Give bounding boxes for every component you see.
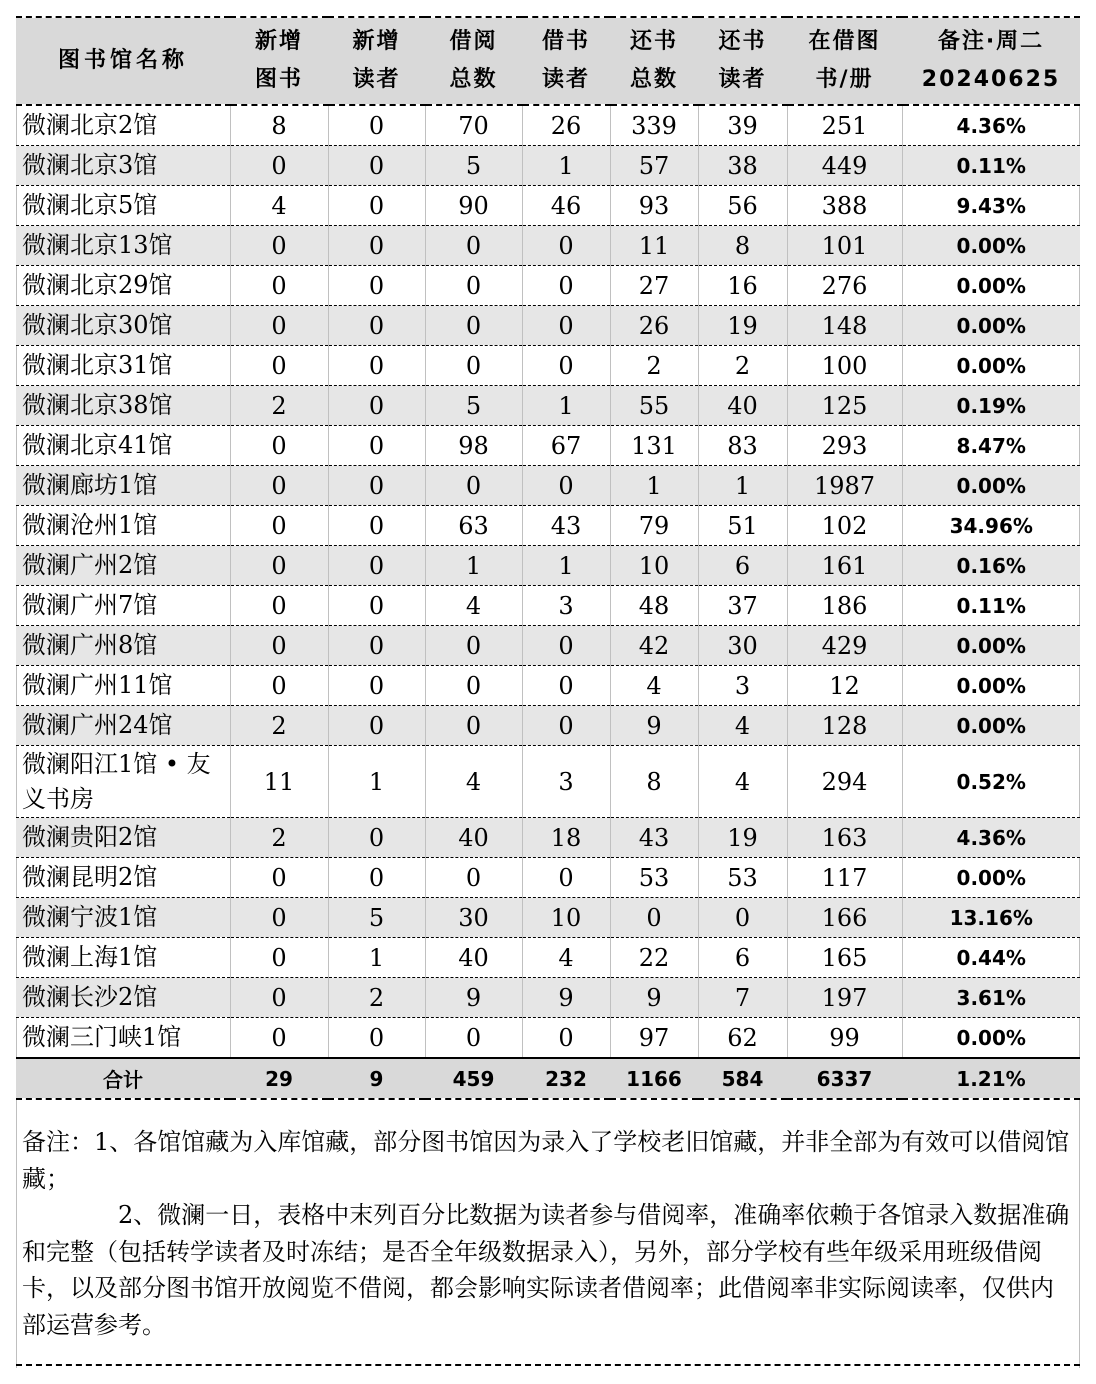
total-value-cell: 1.21% [902, 1058, 1080, 1099]
table-row [16, 746, 1080, 818]
value-cell: 83 [698, 426, 787, 466]
value-cell: 4 [425, 746, 522, 818]
value-cell: 51 [698, 506, 787, 546]
library-name-cell: 微澜宁波1馆 [16, 898, 230, 938]
value-cell: 22 [610, 938, 698, 978]
borrow-rate-cell: 4.36% [902, 105, 1080, 146]
value-cell: 2 [328, 978, 425, 1018]
value-cell: 26 [610, 306, 698, 346]
value-cell: 40 [425, 938, 522, 978]
value-cell: 0 [522, 466, 610, 506]
col-header-total-borrows: 借阅 总数 [425, 17, 522, 105]
value-cell: 0 [425, 666, 522, 706]
note-2: 2、微澜一日，表格中末列百分比数据为读者参与借阅率，准确率依赖于各馆录入数据准确和完整（包括转学读者及时冻结；是否全年级数据录入），另外，部分学校有些年级采用班级借阅卡，以及部分图书馆开放阅览不借阅，都会影响实际读者借阅率；此借阅率非实际阅读率，仅供内部运营参考。 [22, 1201, 1070, 1339]
value-cell: 0 [328, 818, 425, 858]
table-row [16, 346, 1080, 386]
total-value-cell: 1166 [610, 1058, 698, 1099]
total-value-cell: 459 [425, 1058, 522, 1099]
value-cell: 166 [787, 898, 902, 938]
value-cell: 9 [522, 978, 610, 1018]
value-cell: 0 [230, 586, 328, 626]
value-cell: 4 [230, 186, 328, 226]
value-cell: 186 [787, 586, 902, 626]
value-cell: 0 [328, 706, 425, 746]
value-cell: 67 [522, 426, 610, 466]
value-cell: 1 [522, 546, 610, 586]
borrow-rate-cell: 0.00% [902, 266, 1080, 306]
total-value-cell: 584 [698, 1058, 787, 1099]
table-row [16, 898, 1080, 938]
table-row [16, 858, 1080, 898]
value-cell: 0 [328, 346, 425, 386]
borrow-rate-cell: 13.16% [902, 898, 1080, 938]
value-cell: 0 [230, 426, 328, 466]
value-cell: 18 [522, 818, 610, 858]
library-name-cell: 微澜北京13馆 [16, 226, 230, 266]
col-header-remarks: 备注·周二 20240625 [902, 17, 1080, 105]
value-cell: 161 [787, 546, 902, 586]
value-cell: 0 [328, 858, 425, 898]
library-name-cell: 微澜北京29馆 [16, 266, 230, 306]
value-cell: 2 [230, 706, 328, 746]
value-cell: 30 [425, 898, 522, 938]
value-cell: 0 [230, 938, 328, 978]
value-cell: 1 [328, 938, 425, 978]
table-row [16, 1018, 1080, 1059]
value-cell: 0 [522, 226, 610, 266]
table-row [16, 938, 1080, 978]
table-row [16, 626, 1080, 666]
borrow-rate-cell: 34.96% [902, 506, 1080, 546]
value-cell: 0 [230, 898, 328, 938]
library-name-cell: 微澜三门峡1馆 [16, 1018, 230, 1059]
value-cell: 2 [698, 346, 787, 386]
col-header-borrowing-readers: 借书 读者 [522, 17, 610, 105]
value-cell: 0 [230, 226, 328, 266]
borrow-rate-cell: 0.00% [902, 1018, 1080, 1059]
value-cell: 1 [425, 546, 522, 586]
borrow-rate-cell: 0.00% [902, 466, 1080, 506]
value-cell: 0 [328, 666, 425, 706]
value-cell: 0 [328, 226, 425, 266]
borrow-rate-cell: 0.52% [902, 746, 1080, 818]
table-row [16, 546, 1080, 586]
value-cell: 2 [230, 818, 328, 858]
value-cell: 40 [425, 818, 522, 858]
value-cell: 251 [787, 105, 902, 146]
total-row [16, 1058, 1080, 1099]
value-cell: 6 [698, 546, 787, 586]
col-header-name: 图书馆名称 [16, 17, 230, 105]
value-cell: 19 [698, 306, 787, 346]
value-cell: 0 [230, 266, 328, 306]
value-cell: 57 [610, 146, 698, 186]
library-name-cell: 微澜上海1馆 [16, 938, 230, 978]
value-cell: 19 [698, 818, 787, 858]
library-name-cell: 微澜广州7馆 [16, 586, 230, 626]
value-cell: 99 [787, 1018, 902, 1059]
value-cell: 0 [425, 466, 522, 506]
library-name-cell: 微澜北京41馆 [16, 426, 230, 466]
borrow-rate-cell: 0.00% [902, 346, 1080, 386]
value-cell: 8 [230, 105, 328, 146]
value-cell: 0 [328, 266, 425, 306]
value-cell: 0 [522, 346, 610, 386]
value-cell: 6 [698, 938, 787, 978]
value-cell: 128 [787, 706, 902, 746]
value-cell: 53 [610, 858, 698, 898]
value-cell: 37 [698, 586, 787, 626]
col-header-books-on-loan: 在借图 书/册 [787, 17, 902, 105]
notes [22, 1124, 1074, 1343]
borrow-rate-cell: 0.00% [902, 858, 1080, 898]
value-cell: 0 [328, 105, 425, 146]
table-row [16, 226, 1080, 266]
value-cell: 0 [328, 546, 425, 586]
value-cell: 0 [522, 306, 610, 346]
value-cell: 100 [787, 346, 902, 386]
note-1: 备注：1、各馆馆藏为入库馆藏，部分图书馆因为录入了学校老旧馆藏，并非全部为有效可以借阅馆藏； [22, 1128, 1070, 1193]
library-name-cell: 微澜昆明2馆 [16, 858, 230, 898]
total-value-cell: 232 [522, 1058, 610, 1099]
value-cell: 0 [425, 266, 522, 306]
value-cell: 0 [328, 466, 425, 506]
value-cell: 0 [425, 706, 522, 746]
value-cell: 101 [787, 226, 902, 266]
value-cell: 12 [787, 666, 902, 706]
col-header-returning-readers: 还书 读者 [698, 17, 787, 105]
value-cell: 90 [425, 186, 522, 226]
value-cell: 0 [230, 1018, 328, 1059]
value-cell: 0 [425, 346, 522, 386]
value-cell: 3 [522, 586, 610, 626]
value-cell: 30 [698, 626, 787, 666]
value-cell: 0 [328, 426, 425, 466]
value-cell: 0 [425, 626, 522, 666]
value-cell: 0 [522, 706, 610, 746]
table-row [16, 818, 1080, 858]
library-name-cell: 微澜北京31馆 [16, 346, 230, 386]
value-cell: 0 [425, 1018, 522, 1059]
borrow-rate-cell: 0.00% [902, 226, 1080, 266]
table-row [16, 426, 1080, 466]
value-cell: 63 [425, 506, 522, 546]
value-cell: 16 [698, 266, 787, 306]
value-cell: 48 [610, 586, 698, 626]
value-cell: 339 [610, 105, 698, 146]
borrow-rate-cell: 0.00% [902, 626, 1080, 666]
value-cell: 8 [610, 746, 698, 818]
value-cell: 5 [425, 146, 522, 186]
col-header-total-returns: 还书 总数 [610, 17, 698, 105]
borrow-rate-cell: 9.43% [902, 186, 1080, 226]
value-cell: 294 [787, 746, 902, 818]
value-cell: 43 [522, 506, 610, 546]
value-cell: 163 [787, 818, 902, 858]
value-cell: 131 [610, 426, 698, 466]
value-cell: 0 [230, 858, 328, 898]
value-cell: 9 [610, 978, 698, 1018]
value-cell: 56 [698, 186, 787, 226]
total-value-cell: 6337 [787, 1058, 902, 1099]
value-cell: 0 [522, 666, 610, 706]
value-cell: 55 [610, 386, 698, 426]
value-cell: 1 [698, 466, 787, 506]
library-name-cell: 微澜广州11馆 [16, 666, 230, 706]
value-cell: 79 [610, 506, 698, 546]
value-cell: 0 [698, 898, 787, 938]
table-row [16, 706, 1080, 746]
value-cell: 102 [787, 506, 902, 546]
value-cell: 4 [698, 706, 787, 746]
value-cell: 197 [787, 978, 902, 1018]
value-cell: 11 [610, 226, 698, 266]
col-header-new-readers: 新增 读者 [328, 17, 425, 105]
value-cell: 0 [328, 146, 425, 186]
value-cell: 0 [328, 1018, 425, 1059]
library-name-cell: 微澜北京30馆 [16, 306, 230, 346]
header-row [16, 17, 1080, 105]
value-cell: 0 [425, 226, 522, 266]
library-stats-table [16, 16, 1080, 1100]
value-cell: 8 [698, 226, 787, 266]
value-cell: 27 [610, 266, 698, 306]
table-row [16, 105, 1080, 146]
value-cell: 125 [787, 386, 902, 426]
value-cell: 10 [610, 546, 698, 586]
value-cell: 5 [328, 898, 425, 938]
library-name-cell: 微澜广州2馆 [16, 546, 230, 586]
value-cell: 2 [230, 386, 328, 426]
col-header-new-books: 新增 图书 [230, 17, 328, 105]
table-row [16, 386, 1080, 426]
value-cell: 0 [522, 1018, 610, 1059]
value-cell: 42 [610, 626, 698, 666]
value-cell: 1 [328, 746, 425, 818]
value-cell: 1 [610, 466, 698, 506]
value-cell: 0 [230, 466, 328, 506]
borrow-rate-cell: 0.11% [902, 586, 1080, 626]
table-row [16, 186, 1080, 226]
value-cell: 3 [522, 746, 610, 818]
table-row [16, 978, 1080, 1018]
total-value-cell: 29 [230, 1058, 328, 1099]
value-cell: 11 [230, 746, 328, 818]
borrow-rate-cell: 0.19% [902, 386, 1080, 426]
table-row [16, 506, 1080, 546]
value-cell: 148 [787, 306, 902, 346]
value-cell: 0 [328, 186, 425, 226]
value-cell: 2 [610, 346, 698, 386]
borrow-rate-cell: 0.00% [902, 706, 1080, 746]
value-cell: 0 [230, 146, 328, 186]
value-cell: 39 [698, 105, 787, 146]
value-cell: 0 [522, 266, 610, 306]
borrow-rate-cell: 0.00% [902, 666, 1080, 706]
library-name-cell: 微澜贵阳2馆 [16, 818, 230, 858]
value-cell: 3 [698, 666, 787, 706]
total-value-cell: 9 [328, 1058, 425, 1099]
library-name-cell: 微澜长沙2馆 [16, 978, 230, 1018]
value-cell: 0 [425, 306, 522, 346]
value-cell: 38 [698, 146, 787, 186]
library-name-cell: 微澜北京3馆 [16, 146, 230, 186]
table-body [16, 105, 1080, 1099]
value-cell: 276 [787, 266, 902, 306]
value-cell: 26 [522, 105, 610, 146]
value-cell: 40 [698, 386, 787, 426]
value-cell: 0 [328, 626, 425, 666]
borrow-rate-cell: 4.36% [902, 818, 1080, 858]
table-row [16, 146, 1080, 186]
table-row [16, 666, 1080, 706]
value-cell: 53 [698, 858, 787, 898]
library-name-cell: 微澜广州24馆 [16, 706, 230, 746]
value-cell: 0 [230, 506, 328, 546]
value-cell: 0 [522, 626, 610, 666]
table-row [16, 266, 1080, 306]
table-row [16, 306, 1080, 346]
value-cell: 449 [787, 146, 902, 186]
value-cell: 117 [787, 858, 902, 898]
value-cell: 429 [787, 626, 902, 666]
borrow-rate-cell: 3.61% [902, 978, 1080, 1018]
library-name-cell: 微澜广州8馆 [16, 626, 230, 666]
value-cell: 165 [787, 938, 902, 978]
value-cell: 9 [425, 978, 522, 1018]
value-cell: 0 [328, 386, 425, 426]
value-cell: 1987 [787, 466, 902, 506]
library-name-cell: 微澜北京38馆 [16, 386, 230, 426]
library-name-cell: 微澜北京2馆 [16, 105, 230, 146]
value-cell: 0 [230, 978, 328, 1018]
value-cell: 0 [610, 898, 698, 938]
library-name-cell: 微澜北京5馆 [16, 186, 230, 226]
value-cell: 4 [610, 666, 698, 706]
value-cell: 0 [230, 546, 328, 586]
value-cell: 4 [425, 586, 522, 626]
bottom-divider [16, 1364, 1080, 1366]
value-cell: 0 [328, 306, 425, 346]
value-cell: 46 [522, 186, 610, 226]
value-cell: 70 [425, 105, 522, 146]
borrow-rate-cell: 8.47% [902, 426, 1080, 466]
value-cell: 10 [522, 898, 610, 938]
value-cell: 97 [610, 1018, 698, 1059]
value-cell: 93 [610, 186, 698, 226]
value-cell: 0 [230, 306, 328, 346]
value-cell: 0 [230, 346, 328, 386]
value-cell: 4 [698, 746, 787, 818]
value-cell: 5 [425, 386, 522, 426]
value-cell: 1 [522, 146, 610, 186]
borrow-rate-cell: 0.11% [902, 146, 1080, 186]
value-cell: 293 [787, 426, 902, 466]
library-name-cell: 微澜阳江1馆 • 友义书房 [16, 746, 230, 818]
value-cell: 0 [230, 626, 328, 666]
value-cell: 62 [698, 1018, 787, 1059]
value-cell: 0 [425, 858, 522, 898]
table-row [16, 466, 1080, 506]
library-name-cell: 微澜廊坊1馆 [16, 466, 230, 506]
value-cell: 0 [522, 858, 610, 898]
borrow-rate-cell: 0.00% [902, 306, 1080, 346]
value-cell: 388 [787, 186, 902, 226]
value-cell: 9 [610, 706, 698, 746]
value-cell: 1 [522, 386, 610, 426]
borrow-rate-cell: 0.44% [902, 938, 1080, 978]
library-name-cell: 微澜沧州1馆 [16, 506, 230, 546]
value-cell: 4 [522, 938, 610, 978]
borrow-rate-cell: 0.16% [902, 546, 1080, 586]
value-cell: 0 [328, 586, 425, 626]
total-label-cell: 合计 [16, 1058, 230, 1099]
value-cell: 0 [230, 666, 328, 706]
table-row [16, 586, 1080, 626]
value-cell: 98 [425, 426, 522, 466]
value-cell: 7 [698, 978, 787, 1018]
value-cell: 43 [610, 818, 698, 858]
value-cell: 0 [328, 506, 425, 546]
